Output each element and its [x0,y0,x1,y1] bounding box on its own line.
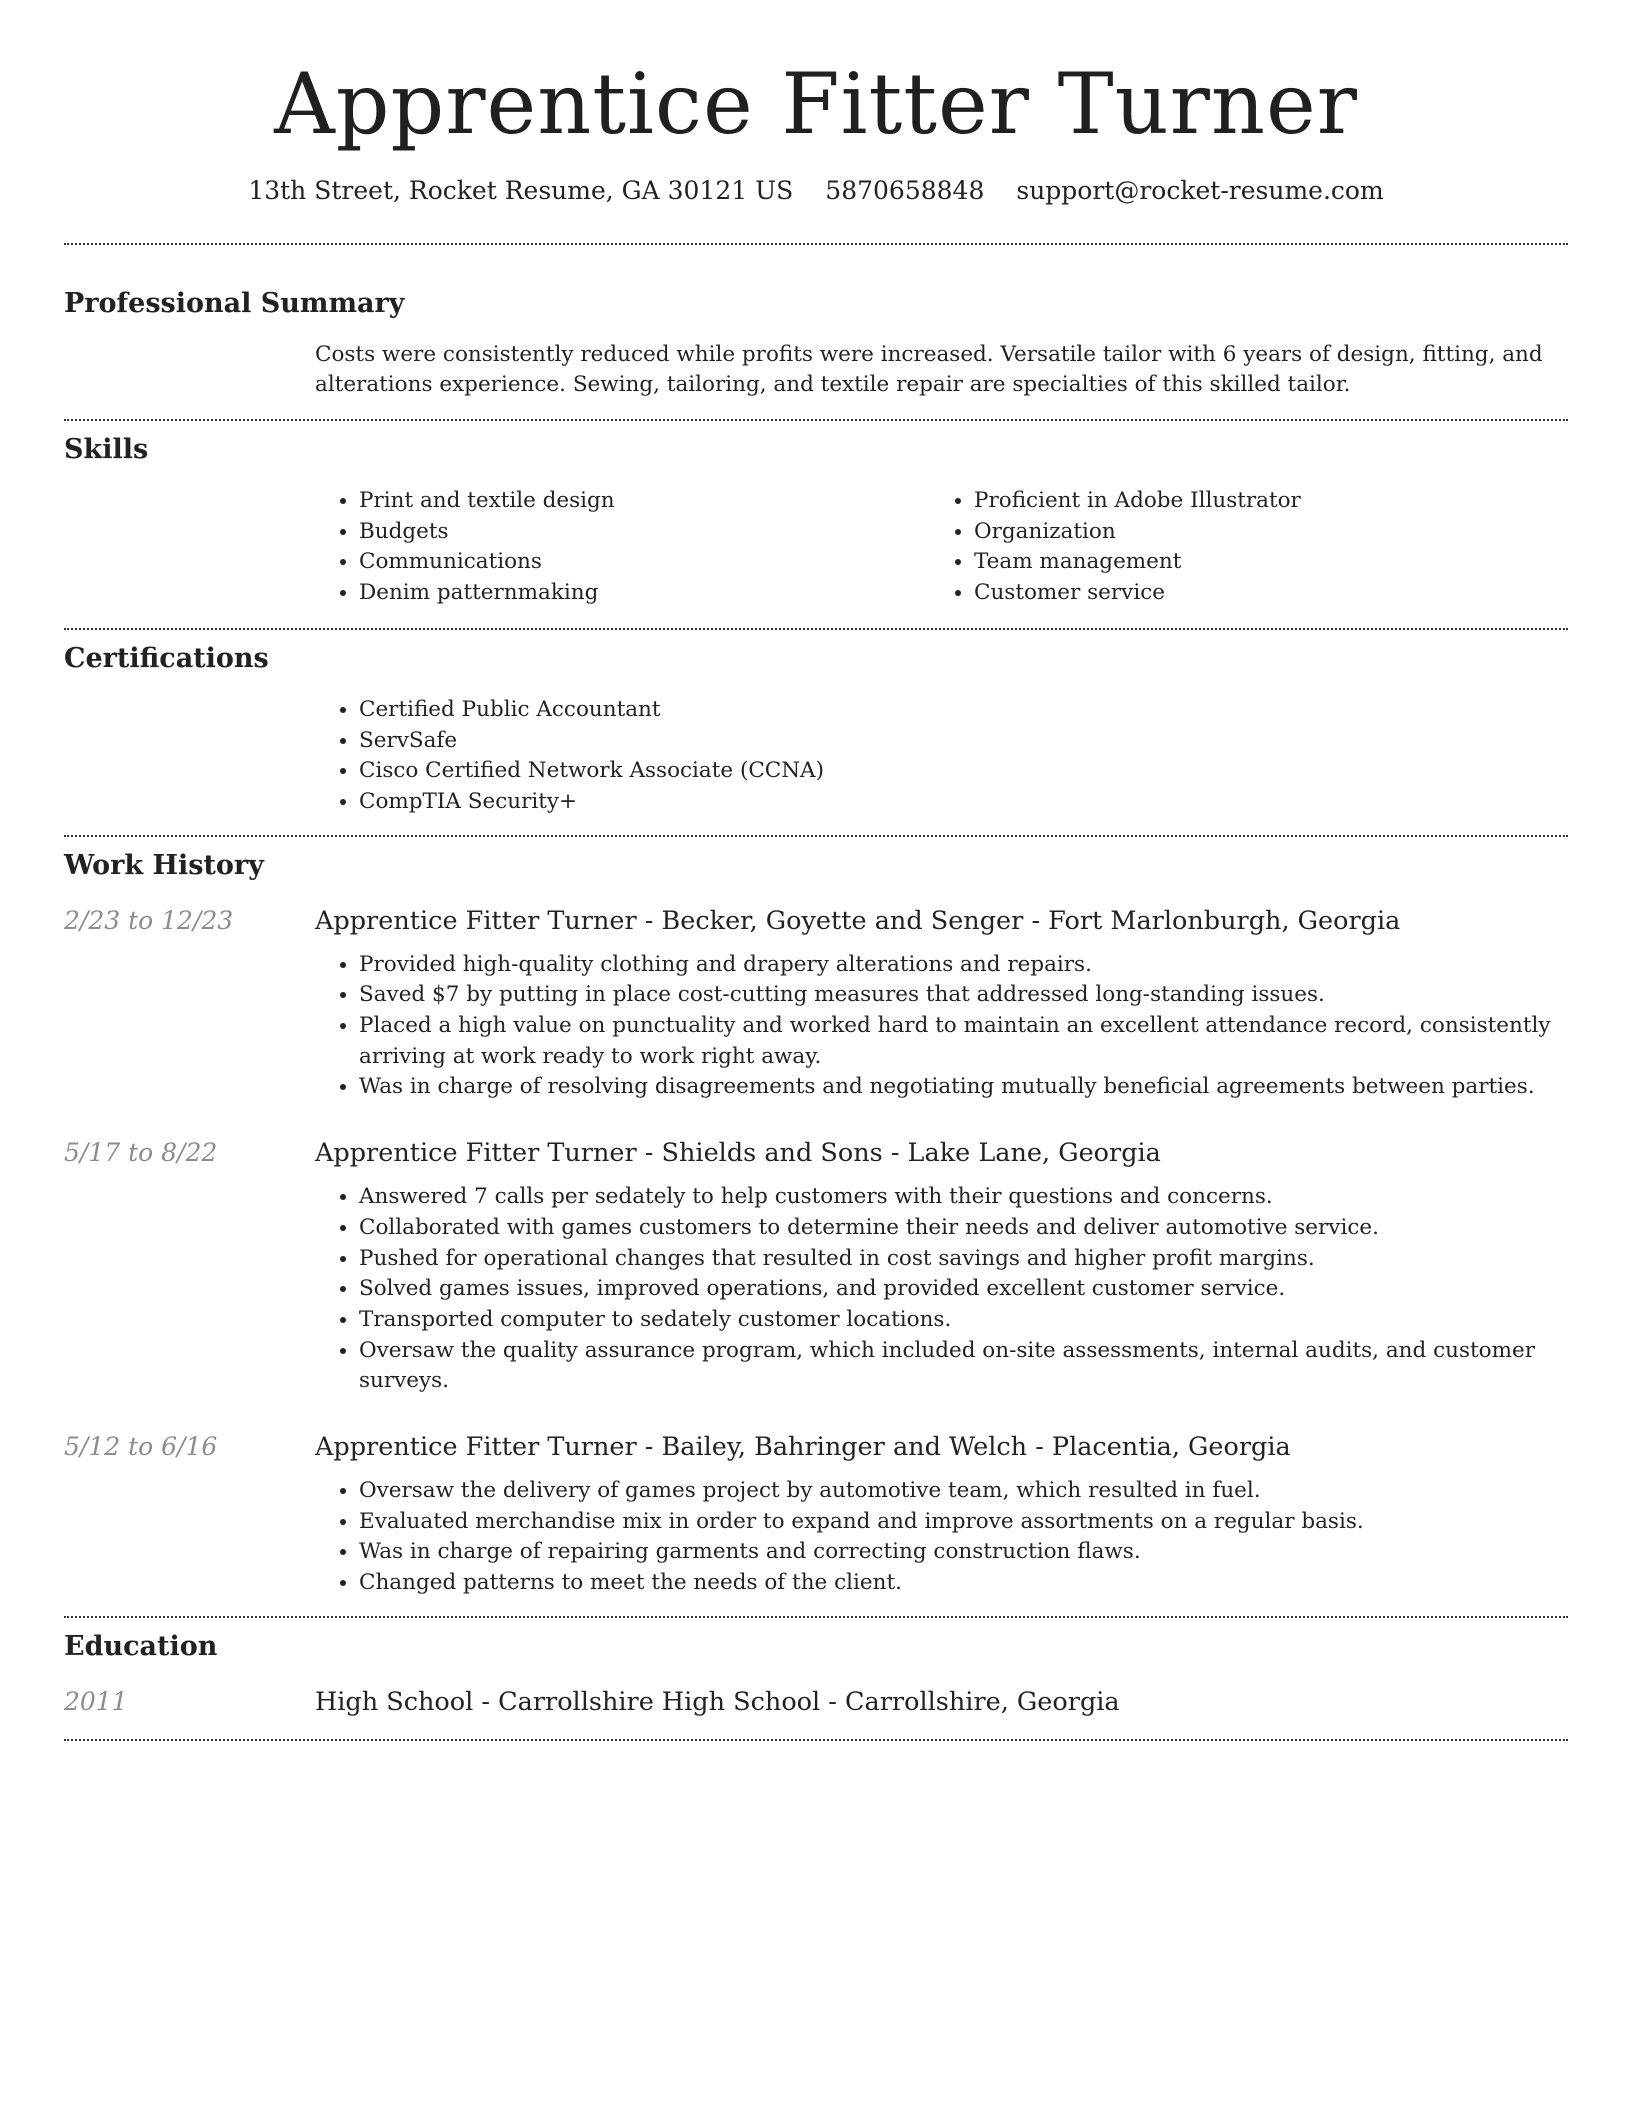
certification-item: • ServSafe [359,726,1568,757]
job-entry [64,904,1568,1104]
summary-text: Costs were consistently reduced while profits were increased. Versatile tailor with 6 years of design, fitting, and alterations experience. Sewing, tailoring, and textile repair are specialties of this skilled tailor. [315,342,1543,397]
contact-line [64,174,1568,208]
job-entry [64,1136,1568,1397]
job-bullet: • Placed a high value on punctuality and worked hard to maintain an excellent attendance record, consistently arriving at work ready to work right away. [359,1011,1568,1072]
job-bullet: • Oversaw the delivery of games project by automotive team, which resulted in fuel. [359,1476,1568,1507]
job-heading: Apprentice Fitter Turner - Bailey, Bahringer and Welch - Placentia, Georgia [315,1432,1291,1463]
job-bullet: • Provided high-quality clothing and drapery alterations and repairs. [359,950,1568,981]
skill-item: • Print and textile design [359,486,930,517]
certifications-section [64,630,1568,818]
summary-section [64,245,1568,400]
skills-section [64,421,1568,609]
job-bullet: • Evaluated merchandise mix in order to expand and improve assortments on a regular basis. [359,1507,1568,1538]
skill-item: • Communications [359,547,930,578]
job-bullet: • Oversaw the quality assurance program, which included on-site assessments, internal audits, and customer surveys. [359,1336,1568,1397]
job-heading: Apprentice Fitter Turner - Shields and Sons - Lake Lane, Georgia [315,1138,1161,1169]
certification-item: • Certified Public Accountant [359,695,1568,726]
job-bullet: • Collaborated with games customers to determine their needs and deliver automotive service. [359,1213,1568,1244]
work-history-heading: Work History [64,849,264,881]
job-bullet: • Transported computer to sedately customer locations. [359,1305,1568,1336]
job-heading: Apprentice Fitter Turner - Becker, Goyette and Senger - Fort Marlonburgh, Georgia [315,905,1401,936]
education-section [64,1618,1568,1719]
skills-column-left [315,486,930,609]
job-bullet: • Was in charge of resolving disagreements and negotiating mutually beneficial agreements between parties. [359,1072,1568,1103]
education-entry [64,1685,1568,1719]
summary-heading: Professional Summary [64,288,405,319]
education-heading: Education [64,1630,218,1662]
job-bullet: • Answered 7 calls per sedately to help customers with their questions and concerns. [359,1182,1568,1213]
job-bullet: • Was in charge of repairing garments and correcting construction flaws. [359,1537,1568,1568]
resume-header [64,0,1568,208]
job-dates: 5/12 to 6/16 [64,1432,218,1462]
skill-item: • Customer service [974,578,1545,609]
job-dates: 5/17 to 8/22 [64,1138,218,1168]
education-year: 2011 [64,1686,128,1716]
job-entry [64,1430,1568,1599]
certifications-heading: Certifications [64,642,269,674]
contact-phone: 5870658848 [825,176,985,205]
certification-item: • Cisco Certified Network Associate (CCNA) [359,756,1568,787]
divider [64,1739,1568,1741]
skills-column-right [930,486,1545,609]
job-bullet: • Solved games issues, improved operations, and provided excellent customer service. [359,1274,1568,1305]
skills-heading: Skills [64,434,149,465]
candidate-name: Apprentice Fitter Turner [274,55,1358,153]
skill-item: • Budgets [359,517,930,548]
job-dates: 2/23 to 12/23 [64,905,234,935]
contact-email: support@rocket-resume.com [1016,176,1384,205]
skill-item: • Team management [974,547,1545,578]
work-history-section [64,837,1568,1599]
education-heading-line: High School - Carrollshire High School - Carrollshire, Georgia [315,1686,1120,1717]
certification-item: • CompTIA Security+ [359,787,1568,818]
skill-item: • Denim patternmaking [359,578,930,609]
job-bullet: • Changed patterns to meet the needs of the client. [359,1568,1568,1599]
job-bullet: • Pushed for operational changes that resulted in cost savings and higher profit margins. [359,1244,1568,1275]
job-bullet: • Saved $7 by putting in place cost-cutting measures that addressed long-standing issues. [359,980,1568,1011]
contact-address: 13th Street, Rocket Resume, GA 30121 US [248,176,794,205]
skill-item: • Organization [974,517,1545,548]
resume-page [64,0,1568,1741]
skill-item: • Proficient in Adobe Illustrator [974,486,1545,517]
